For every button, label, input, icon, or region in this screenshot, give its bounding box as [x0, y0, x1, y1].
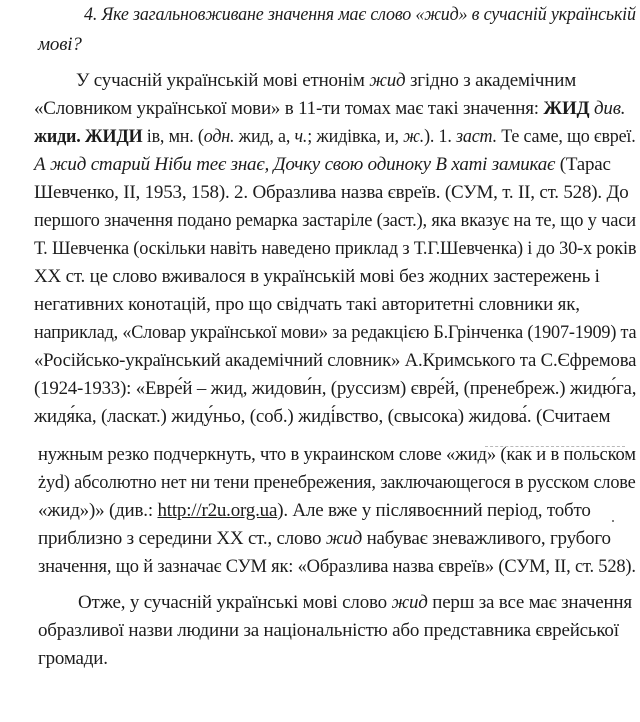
p2-line-2: żyd) абсолютно нет ни тени пренебрежения, заключающегося в русском слове [38, 472, 636, 493]
italic-term: одн. [203, 126, 235, 147]
bold-term: жиди. [34, 126, 81, 147]
p1-line-9: негативних конотацій, про що свідчать такі авторитетні словники як, [34, 294, 580, 315]
bold-term: ЖИД [543, 98, 590, 119]
text: набуває зневажливого, грубого [362, 528, 611, 549]
text: ; жидівка, и, [307, 126, 404, 147]
p1-line-7: Т. Шевченка (оскільки навіть наведено приклад з Т.Г.Шевченка) і до 30-х років [34, 238, 637, 259]
p1-line-1 [76, 70, 576, 92]
quote-text: А жид старий Ніби теє знає, Дочку свою одиноку В хаті замикає [34, 154, 556, 175]
scan-speck [612, 520, 614, 522]
text: перш за все має значення [427, 592, 632, 613]
text: жид, а, [234, 126, 295, 147]
text: (Тарас [555, 154, 611, 175]
p1-line-5: Шевченко, II, 1953, 158). 2. Образлива назва євреїв. (СУМ, т. II, ст. 528). До [34, 182, 629, 203]
p1-line-6: першого значення подано ремарка застаріле (заст.), яка вказує на те, що у часи [34, 210, 636, 231]
question-line-1 [84, 4, 636, 26]
bold-term: ЖИДИ [84, 126, 143, 147]
question-text-1: 4. Яке загальновживане значення має слово «жид» в сучасній українській [84, 4, 636, 25]
italic-term: жид [391, 592, 428, 613]
p3-line-2: образливої назви людини за національністю або представника єврейської [38, 620, 619, 641]
p1-line-13: жидя́ка, (ласкат.) жиду́ньо, (соб.) жиді́вство, (свысока) жидова́. (Считаем [34, 406, 611, 427]
p1-line-11: «Російсько-український академічний словник» А.Кримського та С.Єфремова [34, 350, 637, 371]
italic-term: жид [369, 70, 406, 91]
text: Отже, у сучасній українські мові слово [78, 592, 392, 613]
p2-line-5: значення, що й зазначає СУМ як: «Образлива назва євреїв» (СУМ, II, ст. 528). [38, 556, 636, 577]
text: Те саме, що євреї. [496, 126, 636, 147]
p1-line-4 [34, 154, 611, 176]
question-line-2 [38, 34, 82, 56]
text: згідно з академічним [405, 70, 577, 91]
p1-line-10: наприклад, «Словар української мови» за редакцією Б.Грінченка (1907-1909) та [34, 322, 637, 343]
r2u-link[interactable]: http://r2u.org.ua [157, 500, 278, 521]
p1-line-3 [34, 126, 636, 148]
p2-line-1: нужным резко подчеркнуть, что в украинском слове «жид» (как и в польском [38, 444, 636, 465]
italic-term: заст. [456, 126, 497, 147]
text: ів, мн. ( [142, 126, 204, 147]
text: «Словником української мови» в 11-ти томах має такі значення: [34, 98, 544, 119]
text: ). 1. [424, 126, 457, 147]
question-text-2: мові? [38, 34, 82, 55]
text: ). Але вже у післявоєнний період, тобто [277, 500, 591, 521]
italic-term: ж. [403, 126, 425, 147]
p1-line-12: (1924-1933): «Евре́й – жид, жидови́н, (руссизм) євре́й, (пренебреж.) жидю́га, [34, 378, 637, 399]
p1-line-8: XX ст. це слово вживалося в українській мові без жодних застережень і [34, 266, 600, 287]
italic-term: жид [325, 528, 363, 549]
text: «жид»)» (див.: [38, 500, 158, 521]
p2-line-4 [38, 528, 611, 550]
text: приблизно з середини XX ст., слово [38, 528, 326, 549]
italic-term: див. [594, 98, 626, 119]
text: У сучасній українській мові етнонім [76, 70, 370, 91]
p3-line-3: громади. [38, 648, 108, 669]
p1-line-2 [34, 98, 625, 120]
p2-line-3 [38, 500, 591, 522]
italic-term: ч. [294, 126, 308, 147]
p3-line-1 [78, 592, 632, 614]
